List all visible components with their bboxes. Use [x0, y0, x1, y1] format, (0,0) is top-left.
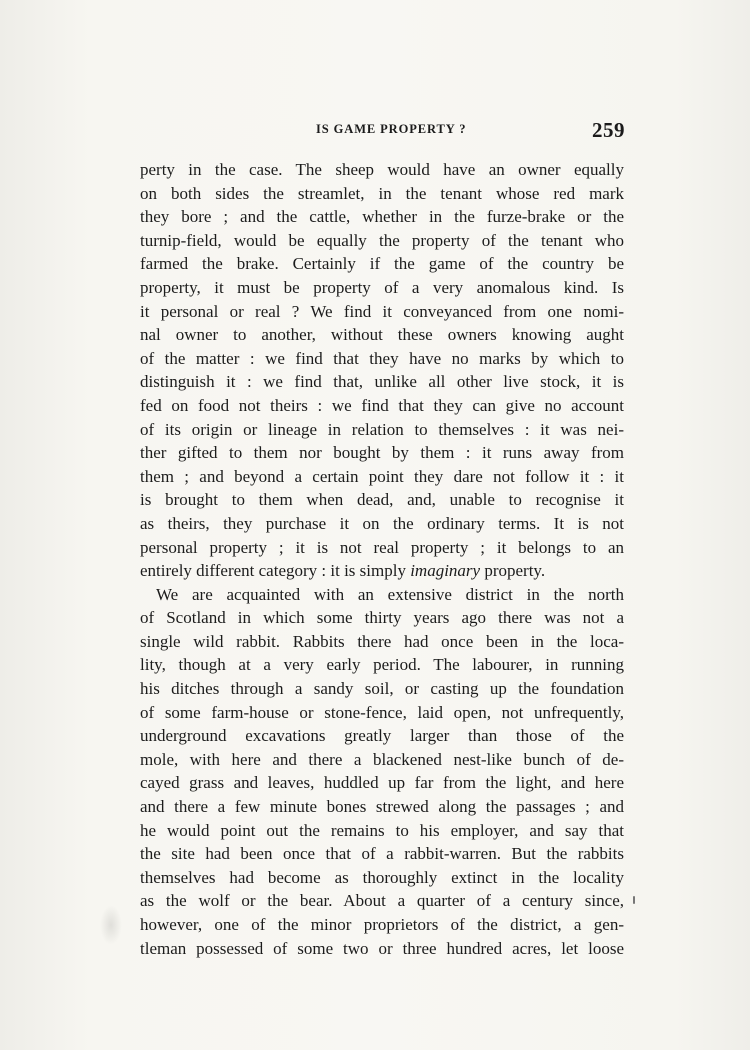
text-line [140, 937, 624, 961]
line-segment: themselves had become as thoroughly extinct in the locality [140, 867, 624, 887]
line-segment: lity, though at a very early period. The labourer, in running [140, 655, 624, 675]
text-line [140, 347, 624, 371]
line-segment: it personal or real ? We find it conveyanced from one nomi- [140, 301, 624, 321]
text-line [140, 889, 624, 913]
italic-word: imaginary [410, 561, 481, 581]
line-segment: turnip-field, would be equally the property of the tenant who [140, 230, 624, 250]
text-line [140, 583, 624, 607]
text-line [140, 653, 624, 677]
text-line [140, 182, 624, 206]
line-segment: property. [480, 561, 546, 581]
text-line [140, 842, 624, 866]
text-line [140, 441, 624, 465]
line-segment: mole, with here and there a blackened nest-like bunch of de- [140, 749, 624, 769]
text-line [140, 512, 624, 536]
text-line [140, 866, 624, 890]
line-segment: as the wolf or the bear. About a quarter of a century since, [140, 891, 624, 911]
text-line [140, 536, 624, 560]
line-segment: and there a few minute bones strewed along the passages ; and [140, 797, 624, 817]
line-segment: ther gifted to them nor bought by them : it runs away from [140, 443, 624, 463]
running-head [140, 118, 625, 142]
line-segment: is brought to them when dead, and, unable to recognise it [140, 490, 624, 510]
text-line [140, 205, 624, 229]
line-segment: fed on food not theirs : we find that they can give no account [140, 395, 624, 415]
text-line [140, 229, 624, 253]
line-segment: underground excavations greatly larger than those of the [140, 726, 624, 746]
line-segment: he would point out the remains to his employer, and say that [140, 820, 624, 840]
text-line [140, 606, 624, 630]
line-segment: We are acquainted with an extensive district in the north [156, 584, 624, 604]
text-line [140, 418, 624, 442]
text-line [140, 252, 624, 276]
line-segment: they bore ; and the cattle, whether in the furze-brake or the [140, 207, 624, 227]
body-text [140, 158, 624, 960]
page-number: 259 [592, 118, 625, 142]
line-segment: entirely different category : it is simply [140, 561, 411, 581]
line-segment: of Scotland in which some thirty years ago there was not a [140, 608, 624, 628]
line-segment: them ; and beyond a certain point they dare not follow it : it [140, 466, 624, 486]
line-segment: personal property ; it is not real property ; it belongs to an [140, 537, 624, 557]
line-segment: distinguish it : we find that, unlike all other live stock, it is [140, 372, 624, 392]
line-segment: nal owner to another, without these owners knowing aught [140, 325, 624, 345]
text-line [140, 488, 624, 512]
running-title: IS GAME PROPERTY ? [316, 122, 467, 136]
text-line [140, 465, 624, 489]
text-line [140, 701, 624, 725]
line-segment: as theirs, they purchase it on the ordinary terms. It is not [140, 513, 624, 533]
line-segment: of some farm-house or stone-fence, laid open, not unfrequently, [140, 702, 624, 722]
text-line [140, 630, 624, 654]
text-line [140, 158, 624, 182]
text-line [140, 394, 624, 418]
page-smudge [100, 905, 122, 945]
line-segment: his ditches through a sandy soil, or casting up the foundation [140, 679, 624, 699]
text-line [140, 819, 624, 843]
text-line [140, 724, 624, 748]
line-segment: tleman possessed of some two or three hundred acres, let loose [140, 938, 624, 958]
line-segment: farmed the brake. Certainly if the game of the country be [140, 254, 624, 274]
line-segment: of the matter : we find that they have no marks by which to [140, 348, 624, 368]
text-line [140, 795, 624, 819]
text-line [140, 300, 624, 324]
margin-mark [633, 896, 635, 904]
text-line [140, 748, 624, 772]
text-line [140, 913, 624, 937]
line-segment: property, it must be property of a very anomalous kind. Is [140, 277, 624, 297]
line-segment: perty in the case. The sheep would have an owner equally [140, 160, 624, 179]
line-segment: the site had been once that of a rabbit-warren. But the rabbits [140, 844, 624, 864]
text-line [140, 771, 624, 795]
line-segment: on both sides the streamlet, in the tenant whose red mark [140, 183, 624, 203]
line-segment: single wild rabbit. Rabbits there had once been in the loca- [140, 631, 624, 651]
line-segment: of its origin or lineage in relation to themselves : it was nei- [140, 419, 624, 439]
text-line [140, 677, 624, 701]
text-line [140, 370, 624, 394]
text-line [140, 323, 624, 347]
text-line [140, 276, 624, 300]
line-segment: cayed grass and leaves, huddled up far from the light, and here [140, 773, 624, 793]
line-segment: however, one of the minor proprietors of the district, a gen- [140, 915, 624, 934]
text-line [140, 559, 624, 583]
